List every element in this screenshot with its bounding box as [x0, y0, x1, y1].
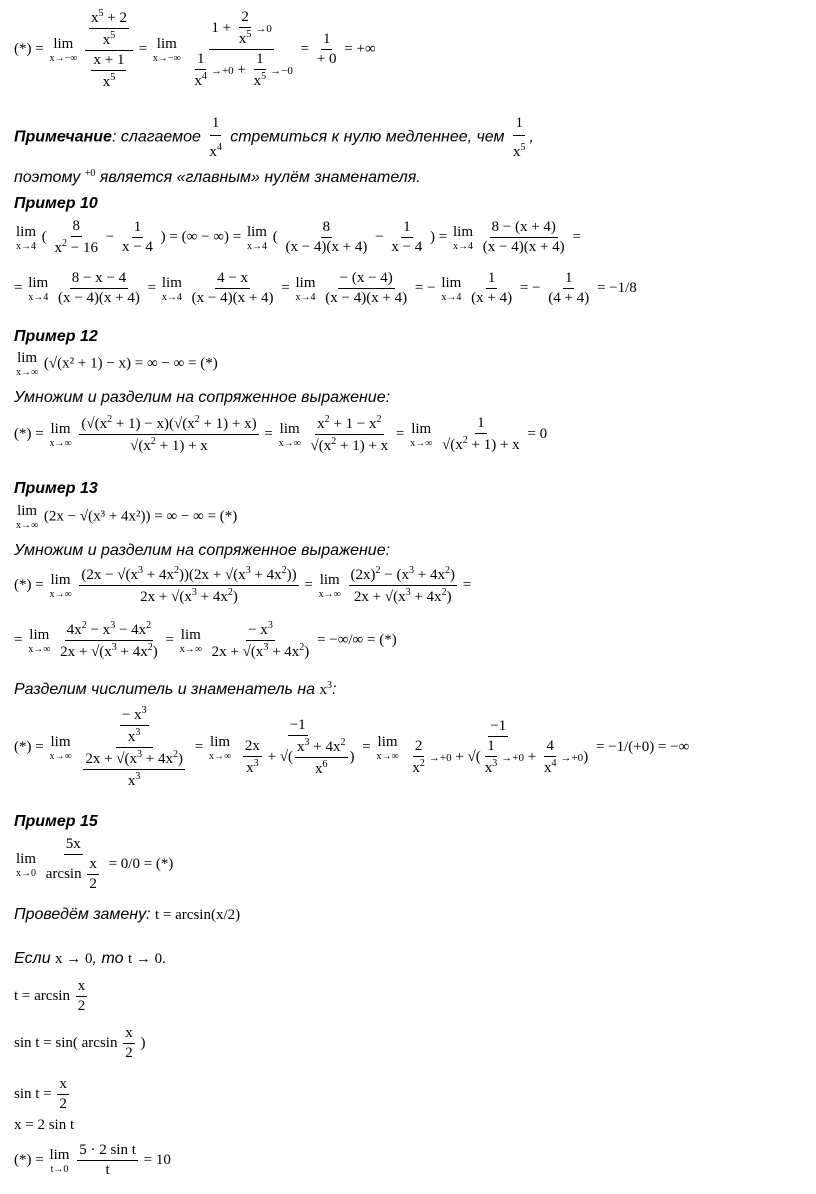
ex15-eq: lim x→0 5x arcsin $\frac{x}{2}$ = 0/0 = (*)	[16, 836, 174, 892]
note-label: Примечание	[14, 128, 112, 146]
final-result: = 10	[143, 1151, 171, 1168]
note-text3: поэтому	[14, 169, 81, 186]
ex15-result: = 0/0 = (*)	[108, 855, 174, 872]
substitution-line	[14, 906, 240, 924]
star-symbol: (*) =	[14, 40, 44, 57]
final-sub: t→0	[50, 1163, 69, 1175]
ex10-result: = −1/8	[596, 279, 637, 296]
note-paragraph: Примечание: слагаемое $\frac{1}{x^4}$ стремиться к нулю медленнее, чем $\frac{1}{x^5}$ , поэтому $^{+0}$ является «главным» нулём знаменателя.	[14, 112, 804, 189]
ex13-line3: (*) = lim x→∞ $\frac{\frac{- x^3}{x^3}}{\frac{2x + √(x^3 + 4x^2)}{x^3}}$ = lim x→∞ −1 $\frac{2x}{x^3}$ + √( $\frac{x^3 + 4x^2}{x^6}$ ) = lim x→∞ −1 $\frac{2}{x^2}$ →+0 + √( $\frac{1}{x^3}$ →+0 + $\frac{4}{x^4}$ →+0) = −1/(+0) = −∞	[14, 705, 690, 789]
lim-sub: x→−∞	[49, 52, 78, 64]
ex12-result: = 0	[527, 425, 548, 442]
ex13-result-line3: = −1/(+0) = −∞	[595, 738, 690, 755]
ex13-eq-text: (2x − √(x³ + 4x²)) = ∞ − ∞ = (*)	[43, 508, 238, 525]
then-text: , то	[92, 950, 124, 967]
t-to-0: t → 0	[127, 951, 163, 967]
ex12-conjugate-text: Умножим и разделим на сопряженное выражение:	[14, 389, 391, 406]
ex12-eq-text: (√(x² + 1) − x) = ∞ − ∞ = (*)	[43, 355, 218, 372]
ex10-line2: = lim x→4 $\frac{8 - x - 4}{(x - 4)(x + 4)}$ = lim x→4 $\frac{4 - x}{(x - 4)(x + 4)}$ = lim x→4 $\frac{- (x - 4)}{(x - 4)(x + 4)}$ = − lim x→4 $\frac{1}{(x + 4)}$ = − $\frac{1}{(4 + 4)}$ = −1/8	[14, 270, 637, 306]
ex15-title: Пример 15	[14, 813, 98, 830]
ex12-sub: x→∞	[16, 367, 39, 378]
ex10-sub: x→4	[16, 240, 36, 252]
ex12-title: Пример 12	[14, 328, 98, 345]
ex10-line1: lim x→4 ( $\frac{8}{x^2 - 16}$ − $\frac{1}{x - 4}$ ) = (∞ − ∞) = lim x→4 ( $\frac{8}{(x - 4)(x + 4)}$ − $\frac{1}{x - 4}$ ) = lim x→4 $\frac{8 - (x + 4)}{(x - 4)(x + 4)}$ =	[16, 218, 581, 256]
lim-text: lim	[53, 35, 74, 52]
x-eq: x = 2 sin t	[14, 1117, 75, 1133]
ex13-eq: lim x→∞ (2x − √(x³ + 4x²)) = ∞ − ∞ = (*)	[16, 503, 238, 531]
note-text1: : слагаемое	[111, 128, 201, 146]
formula-star-limit: (*) = lim x→−∞ $\frac{\frac{x^5 + 2}{x^5}}{\frac{x + 1}{x^5}}$ = lim x→−∞ 1 + $\frac{2}{x^5}$ →0 $\frac{1}{x^4}$ →+0 + $\frac{1}{x^5}$ →−0 = $\frac{1}{+ 0}$ = +∞	[14, 8, 376, 90]
ex12-solution: (*) = lim x→∞ $\frac{(√(x^2 + 1) - x)(√(x^2 + 1) + x)}{√(x^2 + 1) + x}$ = lim x→∞ $\frac{x^2 + 1 - x^2}{√(x^2 + 1) + x}$ = lim x→∞ $\frac{1}{√(x^2 + 1) + x}$ = 0	[14, 414, 548, 454]
if-text: Если	[14, 950, 51, 967]
t-def: t = arcsin(x/2)	[155, 907, 241, 923]
sin-t-2: sin t = $\frac{x}{2}$	[14, 1076, 67, 1112]
ex13-title: Пример 13	[14, 480, 98, 497]
sin-t-1: sin t = sin( arcsin $\frac{x}{2}$ )	[14, 1025, 146, 1061]
if-then-line: Если x → 0, то t → 0.	[14, 950, 167, 967]
ex13-line2: = lim x→∞ $\frac{4x^2 - x^3 - 4x^2}{2x + √(x^3 + 4x^2)}$ = lim x→∞ $\frac{- x^3}{2x + √(x^3 + 4x^2)}$ = −∞/∞ = (*)	[14, 620, 397, 660]
ex12-eq: lim x→∞ (√(x² + 1) − x) = ∞ − ∞ = (*)	[16, 350, 218, 378]
x-to-0: x → 0	[55, 951, 93, 967]
substitution-text: Проведём замену:	[14, 906, 151, 923]
ex13-conjugate-text: Умножим и разделим на сопряженное выражение:	[14, 542, 391, 559]
result-plus-inf: = +∞	[344, 40, 376, 57]
final-line: (*) = lim t→0 $\frac{\text{5 · 2 sin t}}{t}$ = 10	[14, 1142, 171, 1178]
note-text4: является «главным» нулём знаменателя.	[99, 169, 421, 186]
ex13-result-line2: = −∞/∞ = (*)	[317, 631, 397, 648]
note-text2: стремиться к нулю медленнее, чем	[230, 128, 505, 146]
t-def-formula: t = arcsin $\frac{x}{2}$	[14, 978, 86, 1014]
ex13-divide-text: Разделим числитель и знаменатель на $x^3$:	[14, 680, 337, 698]
divide-text: Разделим числитель и знаменатель на	[14, 681, 316, 698]
ex10-title: Пример 10	[14, 195, 98, 212]
ex15-sub: x→0	[16, 867, 36, 879]
ex13-line1: (*) = lim x→∞ $\frac{(2x - √(x^3 + 4x^2))(2x + √(x^3 + 4x^2))}{2x + √(x^3 + 4x^2)}$ = lim x→∞ $\frac{(2x)^2 - (x^3 + 4x^2)}{2x + √(x^3 + 4x^2)}$ =	[14, 565, 472, 605]
